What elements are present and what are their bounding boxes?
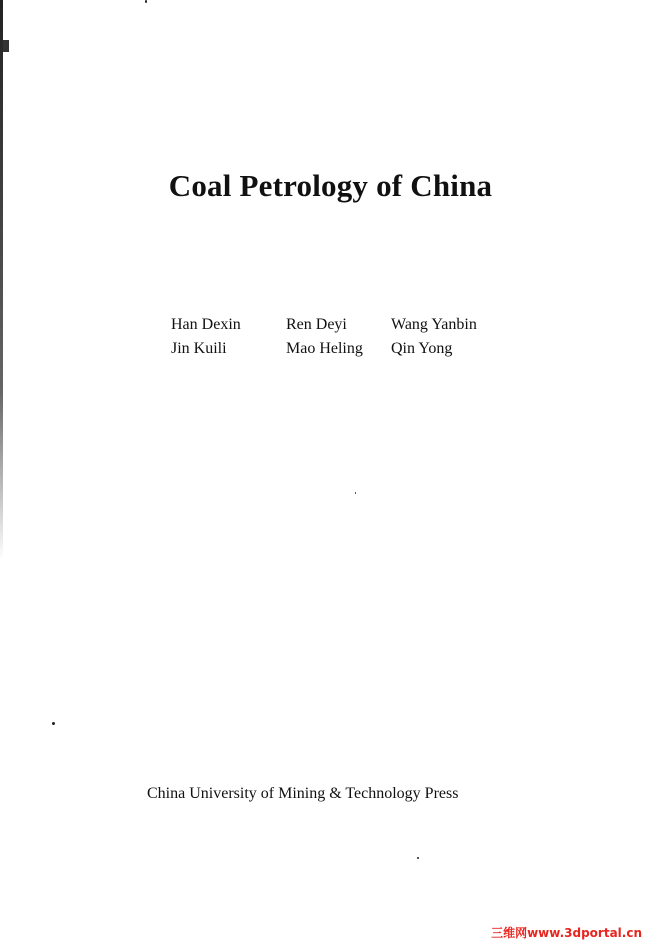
author-row <box>171 337 521 361</box>
author-row <box>171 313 521 337</box>
scan-speck <box>417 857 419 859</box>
site-watermark: 三维网www.3dportal.cn <box>491 926 642 940</box>
scan-speck <box>355 492 356 494</box>
publisher-name: China University of Mining & Technology Press <box>147 785 459 802</box>
book-title: Coal Petrology of China <box>168 168 493 203</box>
author-name: Wang Yanbin <box>391 316 477 333</box>
author-list <box>171 313 521 361</box>
author-name: Han Dexin <box>171 316 241 333</box>
binding-mark <box>3 40 9 52</box>
author-name: Qin Yong <box>391 340 453 357</box>
author-name: Jin Kuili <box>171 340 227 357</box>
scan-speck <box>145 0 147 3</box>
scan-speck <box>52 722 55 725</box>
author-name: Ren Deyi <box>286 316 347 333</box>
author-name: Mao Heling <box>286 340 363 357</box>
binding-edge <box>0 0 3 560</box>
